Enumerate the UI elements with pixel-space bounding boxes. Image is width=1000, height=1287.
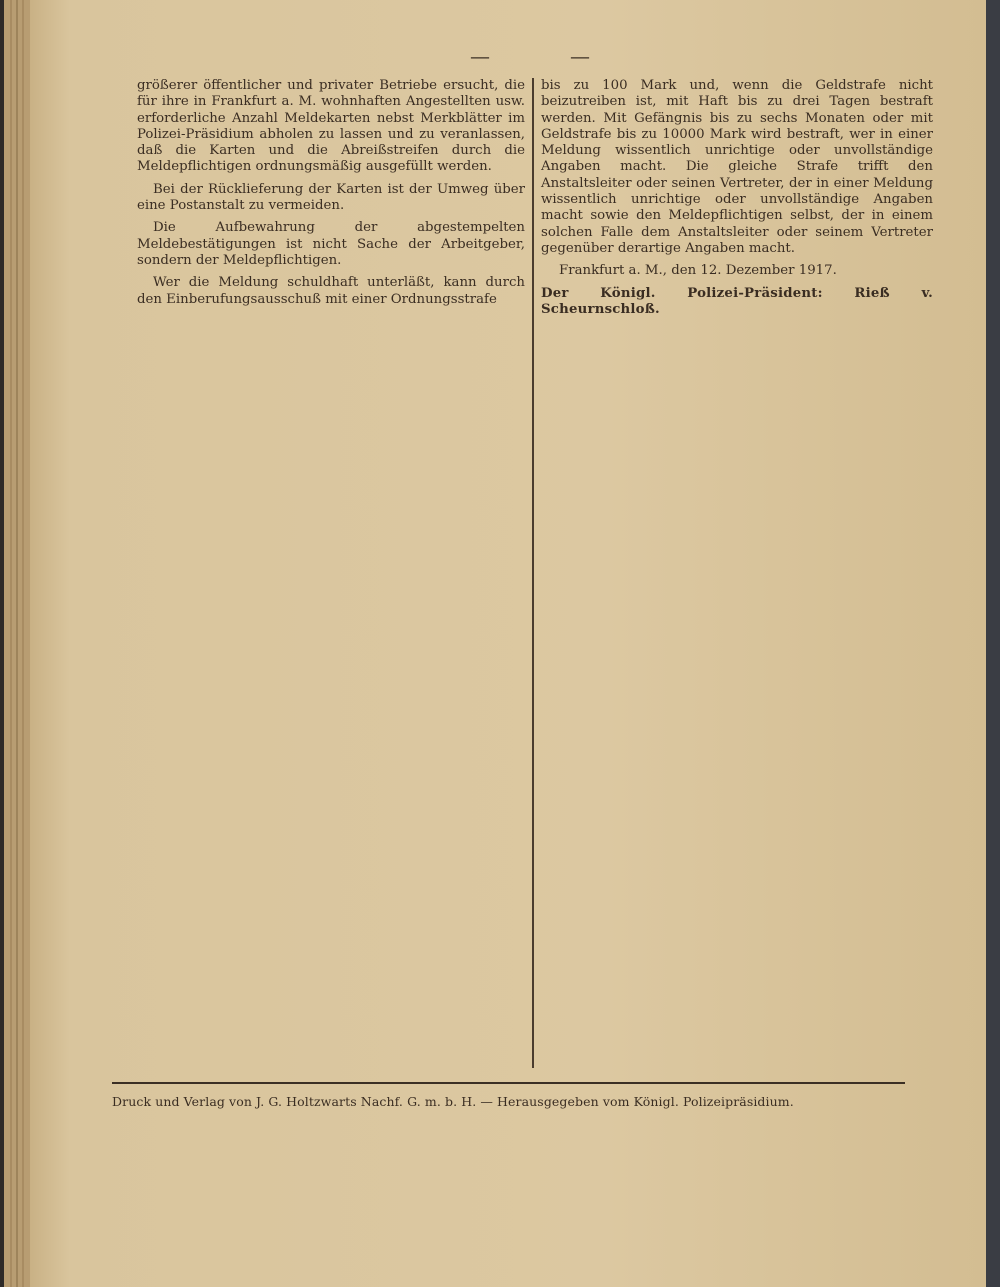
footer-rule	[112, 1082, 905, 1084]
page-edge-line	[10, 0, 12, 1287]
header-dash-left: —	[470, 44, 490, 68]
page-edge-line	[22, 0, 24, 1287]
header-dash-right: —	[570, 44, 590, 68]
footer-imprint: Druck und Verlag von J. G. Holtzwarts Nachf. G. m. b. H. — Herausgegeben vom Königl. Polizeipräsidium.	[112, 1094, 794, 1109]
binding-edge	[986, 0, 1000, 1287]
column-divider	[532, 78, 534, 1068]
page-edge-line	[16, 0, 18, 1287]
left-paragraph-1: größerer öffentlicher und privater Betriebe ersucht, die für ihre in Frankfurt a. M. wohnhaften Angestellten usw. erforderliche Anzahl Meldekarten nebst Merkblätter im Polizei-Präsidium abholen zu lassen und zu veranlassen, daß die Karten und die Abreißstreifen durch die Meldepflichtigen ordnungsmäßig ausgefüllt werden.	[137, 78, 525, 175]
left-column	[137, 78, 525, 314]
page-header	[470, 44, 590, 68]
right-paragraph-1: bis zu 100 Mark und, wenn die Geldstrafe nicht beizutreiben ist, mit Haft bis zu drei Tagen bestraft werden. Mit Gefängnis bis zu sechs Monaten oder mit Geldstrafe bis zu 10000 Mark wird bestraft, wer in einer Meldung wissentlich unrichtige oder unvollständige Angaben macht. Die gleiche Strafe trifft den Anstaltsleiter oder seinen Vertreter, der in einer Meldung wissentlich unrichtige oder unvollständige Angaben macht sowie den Meldepflichtigen selbst, der in einem solchen Falle dem Anstaltsleiter oder seinem Vertreter gegenüber derartige Angaben macht.	[541, 78, 933, 256]
signature: Der Königl. Polizei-Präsident: Rieß v. Scheurnschloß.	[541, 285, 933, 317]
left-paragraph-4: Wer die Meldung schuldhaft unterläßt, kann durch den Einberufungsausschuß mit einer Ordnungsstrafe	[137, 275, 525, 307]
left-paragraph-3: Die Aufbewahrung der abgestempelten Meldebestätigungen ist nicht Sache der Arbeitgeber, sondern der Meldepflichtigen.	[137, 220, 525, 268]
dateline: Frankfurt a. M., den 12. Dezember 1917.	[559, 263, 837, 279]
right-column	[541, 78, 933, 324]
left-paragraph-2: Bei der Rücklieferung der Karten ist der Umweg über eine Postanstalt zu vermeiden.	[137, 181, 525, 214]
